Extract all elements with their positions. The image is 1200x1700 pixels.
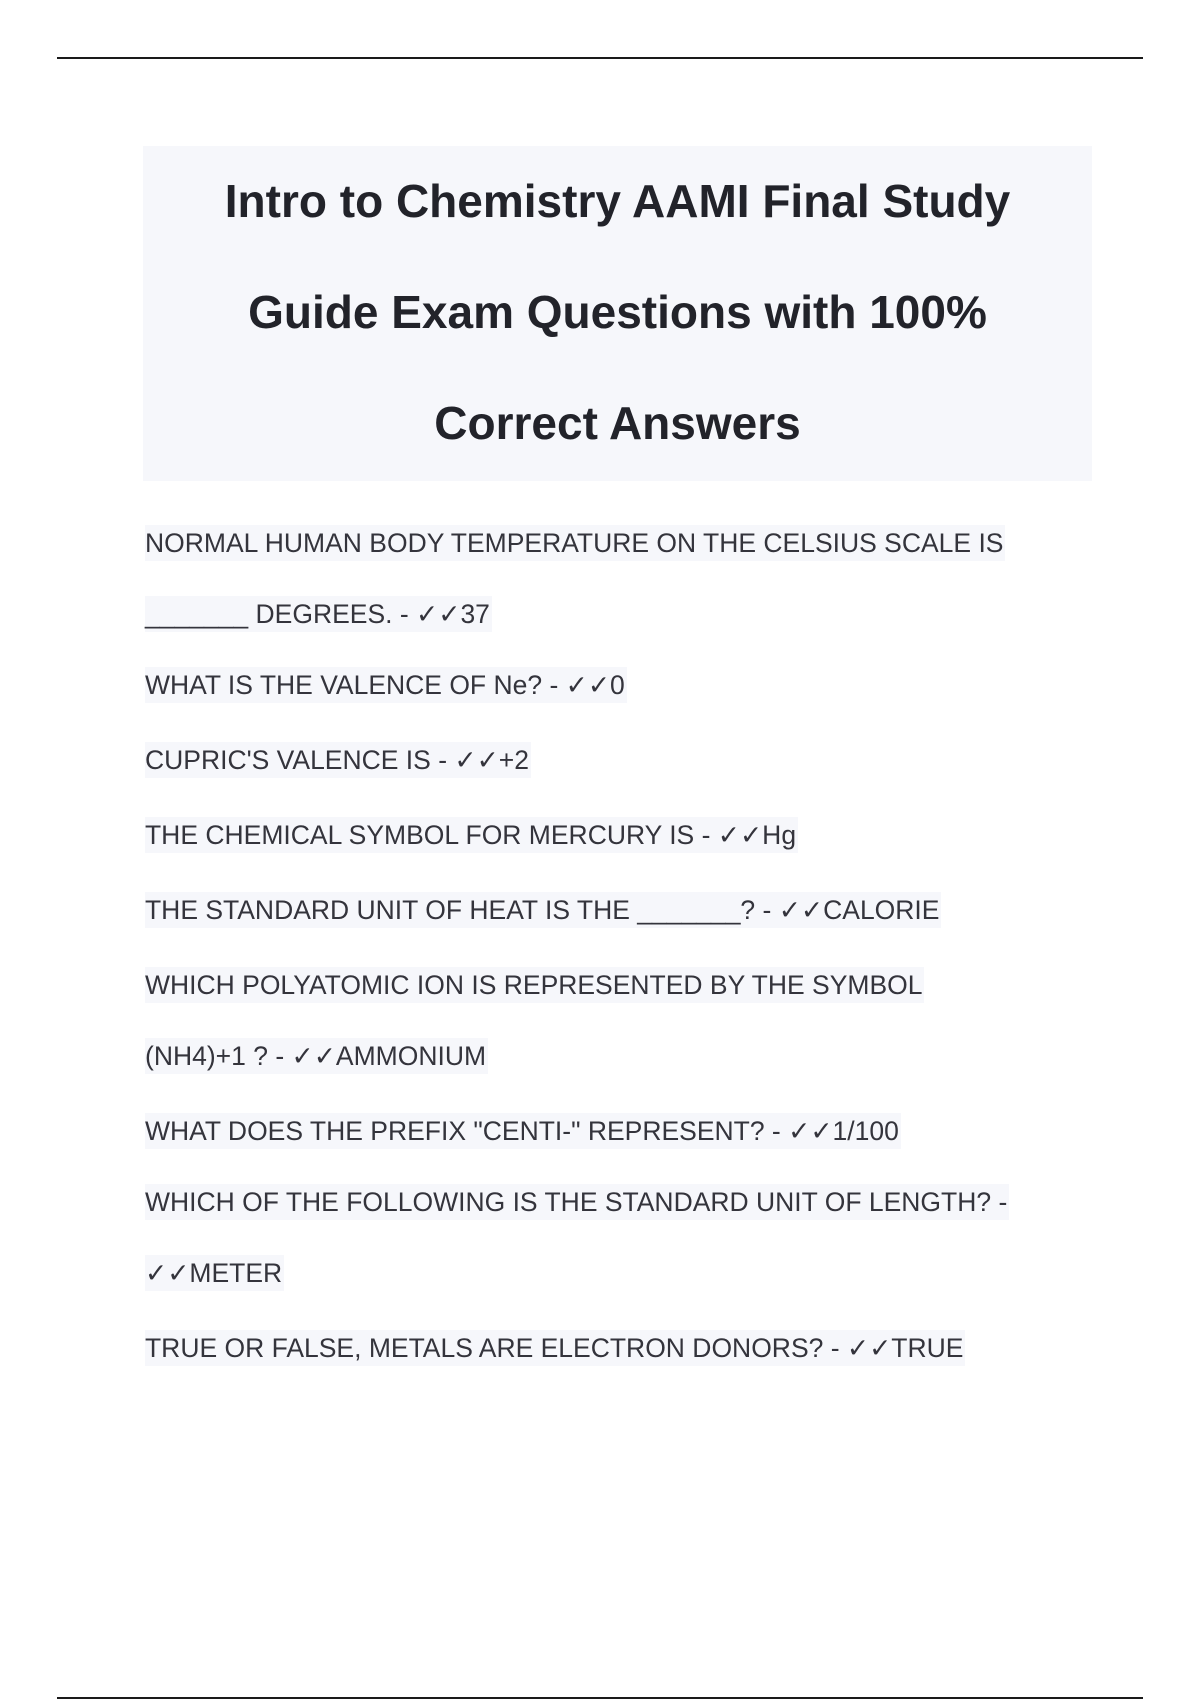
qa-text: WHAT IS THE VALENCE OF Ne? - ✓✓0 [145,667,627,703]
qa-text: THE STANDARD UNIT OF HEAT IS THE _______? - ✓✓CALORIE [145,892,941,928]
qa-item [145,1113,1075,1184]
qa-item [145,1330,1075,1401]
qa-text: WHICH OF THE FOLLOWING IS THE STANDARD UNIT OF LENGTH? - [145,1184,1009,1220]
qa-list [145,525,1075,1401]
qa-text: (NH4)+1 ? - ✓✓AMMONIUM [145,1038,488,1074]
qa-text: WHAT DOES THE PREFIX "CENTI-" REPRESENT? - ✓✓1/100 [145,1113,901,1149]
qa-item [145,667,1075,742]
qa-item [145,742,1075,817]
qa-text: CUPRIC'S VALENCE IS - ✓✓+2 [145,742,531,778]
title-banner [143,146,1092,481]
qa-item [145,1184,1075,1330]
qa-text: TRUE OR FALSE, METALS ARE ELECTRON DONORS? - ✓✓TRUE [145,1330,965,1366]
title-line-3: Correct Answers [434,397,801,449]
top-rule [57,57,1143,59]
qa-item [145,525,1075,667]
qa-text: ✓✓METER [145,1255,284,1291]
qa-item [145,892,1075,967]
qa-item [145,967,1075,1113]
qa-item [145,817,1075,892]
qa-text: THE CHEMICAL SYMBOL FOR MERCURY IS - ✓✓Hg [145,817,798,853]
qa-text: NORMAL HUMAN BODY TEMPERATURE ON THE CELSIUS SCALE IS [145,525,1005,561]
title-line-2: Guide Exam Questions with 100% [248,286,987,338]
title-line-1: Intro to Chemistry AAMI Final Study [224,175,1011,227]
qa-text: _______ DEGREES. - ✓✓37 [145,596,492,632]
qa-text: WHICH POLYATOMIC ION IS REPRESENTED BY THE SYMBOL [145,967,924,1003]
bottom-rule [57,1697,1143,1699]
